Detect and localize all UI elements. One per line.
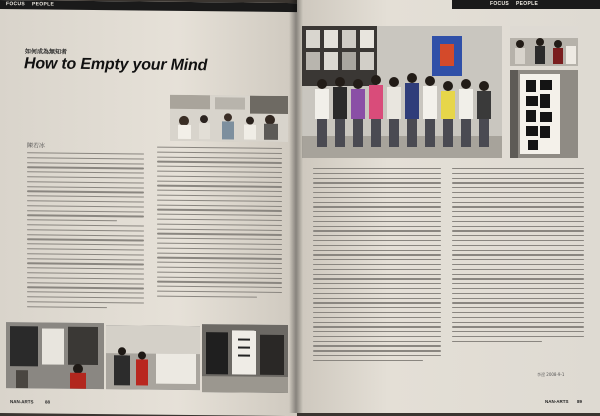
bottom-photo-1-image	[6, 322, 104, 389]
left-header-focus: FOCUS	[6, 1, 25, 8]
right-text-column-1	[313, 168, 441, 365]
classroom-photo-image	[170, 95, 288, 142]
left-header-people: PEOPLE	[32, 1, 55, 8]
calligraphy-photo	[510, 70, 578, 158]
article-signature: 李遼 2008-9-1	[537, 372, 565, 377]
article-title: How to Empty your Mind	[24, 55, 208, 75]
right-page	[297, 0, 600, 413]
left-text-column-2	[157, 147, 282, 302]
right-header-bar	[452, 0, 600, 9]
classroom-photo	[170, 95, 288, 142]
studio-photo	[510, 26, 578, 66]
right-header-focus: FOCUS	[490, 1, 509, 7]
article-subtitle: 如何成為無知者	[25, 48, 68, 56]
right-text-column-2	[452, 168, 584, 345]
left-header-bar	[0, 0, 297, 12]
right-header-people: PEOPLE	[516, 1, 539, 7]
article-author: 陳若冰	[27, 142, 46, 150]
left-page	[0, 0, 297, 416]
group-photo-image	[302, 26, 502, 158]
bottom-photo-2	[106, 325, 200, 390]
right-footer-label: NAN-ARTS	[545, 399, 569, 404]
studio-photo-image	[510, 26, 578, 66]
left-text-column-1	[27, 152, 144, 312]
bottom-photo-2-image	[106, 325, 200, 390]
calligraphy-photo-image	[510, 70, 578, 158]
right-page-number: 89	[577, 399, 583, 404]
spine-shadow	[289, 0, 303, 413]
left-footer-label: NAN-ARTS	[10, 399, 34, 405]
bottom-photo-3-image	[202, 324, 288, 393]
bottom-photo-3	[202, 324, 288, 393]
group-photo	[302, 26, 502, 158]
bottom-photo-1	[6, 322, 104, 389]
left-page-number: 88	[45, 399, 51, 405]
